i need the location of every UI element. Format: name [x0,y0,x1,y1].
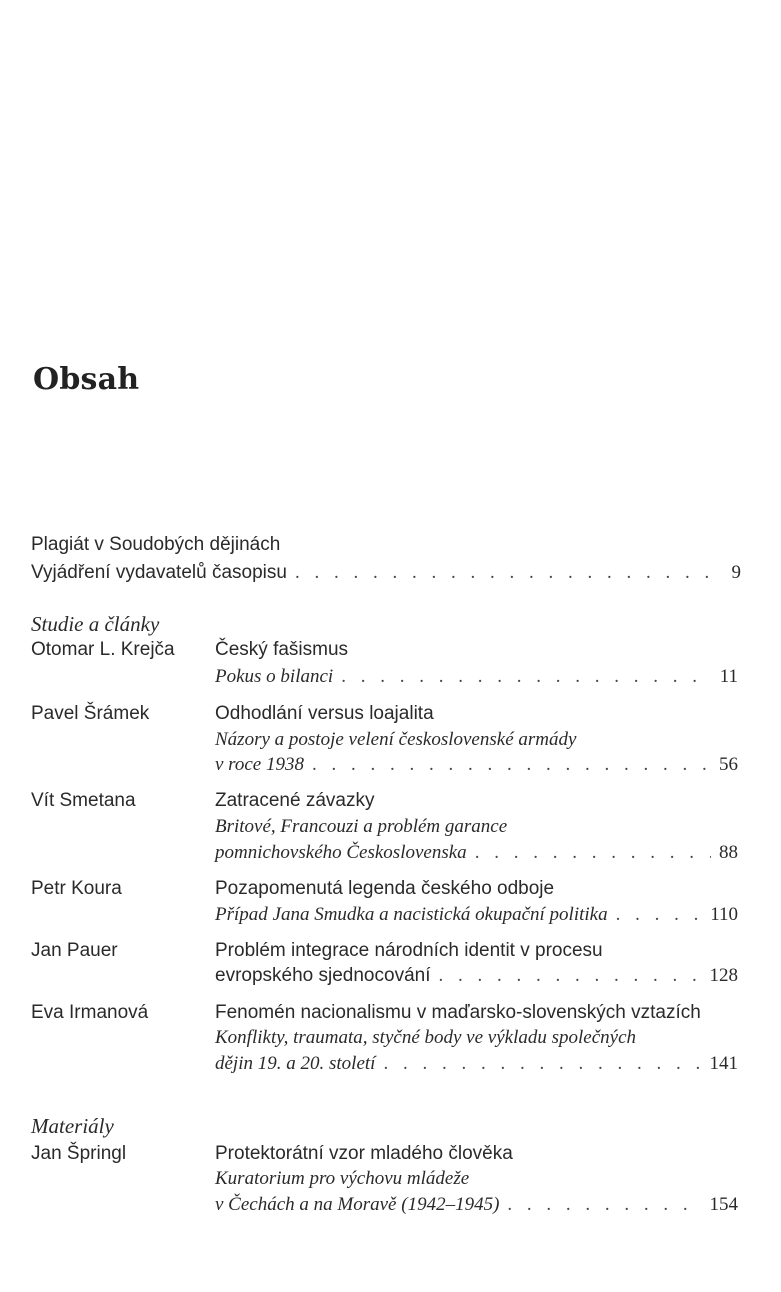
entry-title: Problém integrace národních identit v procesu [215,940,603,961]
entry-leader-row [215,665,738,689]
page-number: 56 [719,754,738,775]
dot-leader [341,665,712,689]
dot-leader [616,903,703,927]
entry-subtitle: dějin 19. a 20. století [215,1053,376,1074]
dot-leader [438,964,701,988]
entry-author: Otomar L. Krejča [31,639,175,660]
entry-title: Zatracené závazky [215,790,375,811]
entry-title-continued: evropského sjednocování [215,965,431,986]
entry-subtitle: v Čechách a na Moravě (1942–1945) [215,1194,500,1215]
entry-leader-row [215,1052,738,1076]
page-number: 9 [731,562,741,583]
page-number: 154 [709,1194,738,1215]
entry-title: Pozapomenutá legenda českého odboje [215,878,555,899]
page-number: 141 [709,1053,738,1074]
dot-leader [295,561,724,585]
dot-leader [383,1052,701,1076]
entry-subtitle: v roce 1938 [215,754,304,775]
entry-subtitle: Případ Jana Smudka a nacistická okupační politika [215,904,608,925]
entry-author: Jan Špringl [31,1143,127,1164]
intro-line-1: Plagiát v Soudobých dějinách [31,534,281,555]
dot-leader [312,753,711,777]
entry-subtitle: pomnichovského Československa [215,842,467,863]
entry-subtitle: Britové, Francouzi a problém garance [215,816,508,837]
entry-leader-row [215,964,738,988]
entry-author: Petr Koura [31,878,122,899]
entry-leader-row [215,841,738,865]
entry-title: Protektorátní vzor mladého člověka [215,1143,513,1164]
entry-author: Pavel Šrámek [31,703,150,724]
entry-subtitle: Kuratorium pro výchovu mládeže [215,1168,470,1189]
entry-subtitle: Názory a postoje velení československé armády [215,729,577,750]
entry-title: Fenomén nacionalismu v maďarsko-slovenských vztazích [215,1002,701,1023]
entry-title: Český fašismus [215,639,349,660]
dot-leader [507,1193,701,1217]
intro-leader-row [31,561,741,585]
entry-subtitle: Pokus o bilanci [215,666,334,687]
section-heading-materialy: Materiály [31,1114,114,1138]
page-number: 128 [709,965,738,986]
entry-author: Vít Smetana [31,790,136,811]
entry-subtitle: Konflikty, traumata, styčné body ve výkladu společných [215,1027,637,1048]
entry-leader-row [215,1193,738,1217]
intro-line-2: Vyjádření vydavatelů časopisu [31,562,287,583]
page-number: 88 [719,842,738,863]
dot-leader [475,841,711,865]
entry-author: Jan Pauer [31,940,118,961]
entry-title: Odhodlání versus loajalita [215,703,434,724]
entry-leader-row [215,753,738,777]
page-title: Obsah [33,362,140,397]
page-number: 110 [710,904,738,925]
section-heading-studie: Studie a články [31,612,160,636]
page-number: 11 [719,666,738,687]
entry-author: Eva Irmanová [31,1002,149,1023]
entry-leader-row [215,903,738,927]
